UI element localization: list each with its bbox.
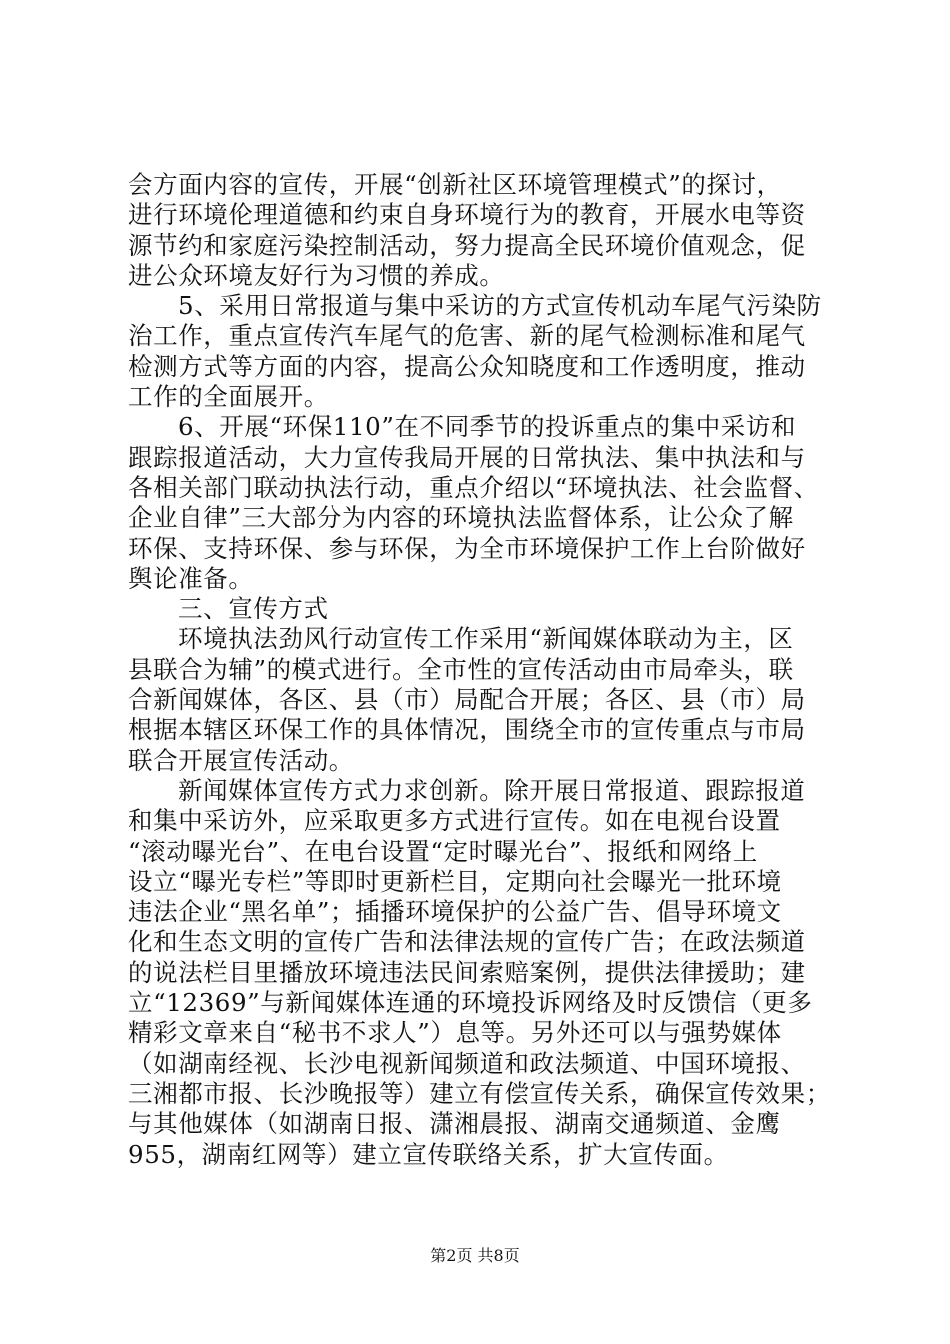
text-line: 955，湖南红网等）建立宣传联络关系，扩大宣传面。 (128, 1139, 729, 1169)
text-line: 检测方式等方面的内容，提高公众知晓度和工作透明度，推动 (128, 351, 806, 381)
text-line: 进公众环境友好行为习惯的养成。 (128, 260, 505, 290)
text-line: “滚动曝光台”、在电台设置“定时曝光台”、报纸和网络上 (128, 836, 758, 866)
text-line: 的说法栏目里播放环境违法民间索赔案例，提供法律援助；建 (128, 957, 806, 987)
section-title: 三、宣传方式 (178, 594, 329, 624)
text-line: 环境执法劲风行动宣传工作采用“新闻媒体联动为主，区 (178, 624, 794, 654)
paragraph-item-6 (128, 412, 828, 594)
text-line: 会方面内容的宣传，开展“创新社区环境管理模式”的探讨， (128, 170, 782, 199)
text-line: 精彩文章来自“秘书不求人”）息等。另外还可以与强势媒体 (128, 1018, 782, 1048)
text-line: 进行环境伦理道德和约束自身环境行为的教育，开展水电等资 (128, 200, 806, 230)
text-line: （如湖南经视、长沙电视新闻频道和政法频道、中国环境报、 (128, 1048, 806, 1078)
text-line: 源节约和家庭污染控制活动，努力提高全民环境价值观念，促 (128, 230, 806, 260)
text-line: 立“12369”与新闻媒体连通的环境投诉网络及时反馈信（更多 (128, 988, 813, 1018)
text-line: 5、采用日常报道与集中采访的方式宣传机动车尾气污染防 (178, 291, 822, 321)
text-line: 各相关部门联动执法行动，重点介绍以“环境执法、社会监督、 (128, 472, 819, 502)
text-line: 联合开展宣传活动。 (128, 745, 354, 775)
text-line: 6、开展“环保110”在不同季节的投诉重点的集中采访和 (178, 412, 797, 442)
text-line: 新闻媒体宣传方式力求创新。除开展日常报道、跟踪报道 (178, 775, 806, 805)
text-line: 和集中采访外，应采取更多方式进行宣传。如在电视台设置 (128, 806, 781, 836)
section-heading (128, 594, 828, 624)
text-line: 工作的全面展开。 (128, 382, 329, 412)
page-footer: 第2页 共8页 (430, 1246, 520, 1265)
paragraph-item-5 (128, 291, 828, 412)
text-line: 合新闻媒体，各区、县（市）局配合开展；各区、县（市）局 (128, 685, 806, 715)
text-line: 三湘都市报、长沙晚报等）建立有偿宣传关系，确保宣传效果； (128, 1078, 831, 1108)
text-line: 舆论准备。 (128, 563, 254, 593)
text-line: 与其他媒体（如湖南日报、潇湘晨报、湖南交通频道、金鹰 (128, 1109, 781, 1139)
document-body (128, 170, 831, 1170)
text-line: 县联合为辅”的模式进行。全市性的宣传活动由市局牵头，联 (128, 654, 794, 684)
paragraph-publicity-mode (128, 624, 828, 775)
text-line: 根据本辖区环保工作的具体情况，围绕全市的宣传重点与市局 (128, 715, 806, 745)
text-line: 设立“曝光专栏”等即时更新栏目，定期向社会曝光一批环境 (128, 866, 782, 896)
text-line: 企业自律”三大部分为内容的环境执法监督体系，让公众了解 (128, 503, 794, 533)
text-line: 违法企业“黑名单”；插播环境保护的公益广告、倡导环境文 (128, 897, 782, 927)
text-line: 环保、支持环保、参与环保，为全市环境保护工作上台阶做好 (128, 533, 806, 563)
paragraph-community-education (128, 170, 828, 291)
text-line: 跟踪报道活动，大力宣传我局开展的日常执法、集中执法和与 (128, 442, 806, 472)
text-line: 治工作，重点宣传汽车尾气的危害、新的尾气检测标准和尾气 (128, 321, 806, 351)
paragraph-media-innovation (128, 775, 831, 1170)
text-line: 化和生态文明的宣传广告和法律法规的宣传广告；在政法频道 (128, 927, 806, 957)
